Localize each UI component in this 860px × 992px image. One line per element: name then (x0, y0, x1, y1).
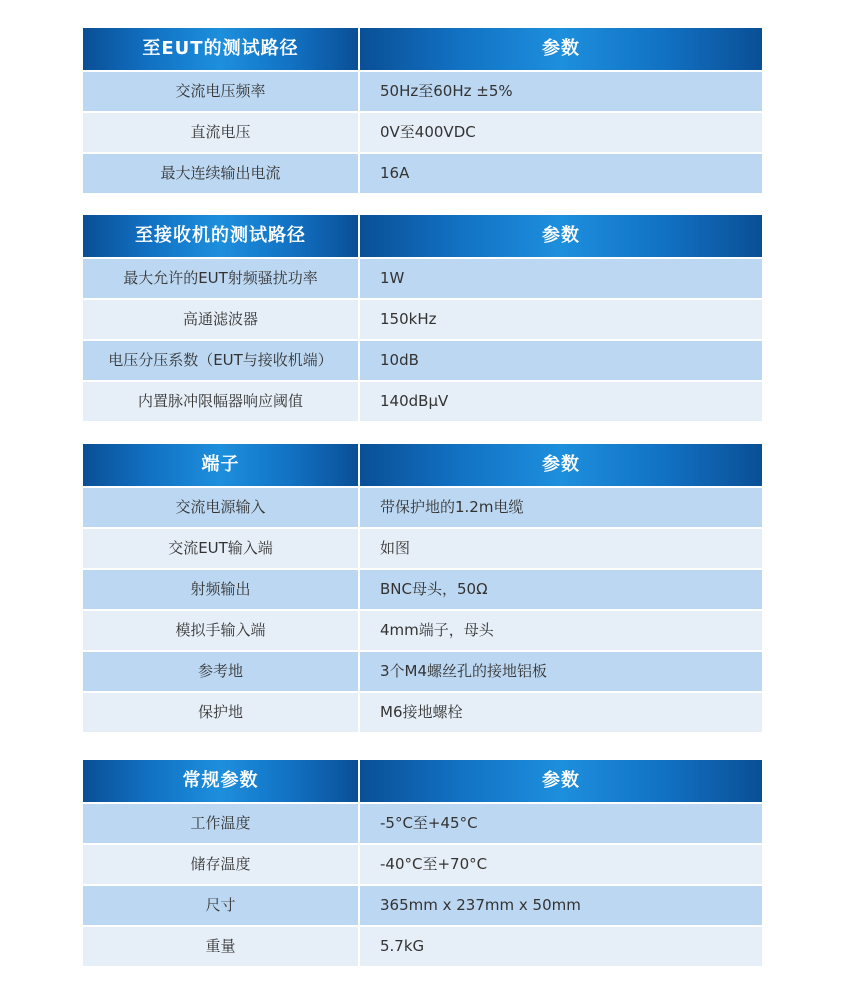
row-value: 5.7kG (360, 927, 762, 966)
row-value: M6接地螺栓 (360, 693, 762, 732)
row-value: 如图 (360, 529, 762, 568)
row-value: 50Hz至60Hz ±5% (360, 72, 762, 111)
table-row (83, 529, 762, 568)
row-label: 交流EUT输入端 (83, 529, 358, 568)
table-row (83, 804, 762, 843)
row-value: 3个M4螺丝孔的接地铝板 (360, 652, 762, 691)
header-cell: 至接收机的测试路径 (83, 215, 358, 257)
table-row (83, 652, 762, 691)
row-label: 模拟手输入端 (83, 611, 358, 650)
row-label: 内置脉冲限幅器响应阈值 (83, 382, 358, 421)
header-cell: 端子 (83, 444, 358, 486)
row-label: 最大允许的EUT射频骚扰功率 (83, 259, 358, 298)
header-cell: 常规参数 (83, 760, 358, 802)
header-cell: 参数 (360, 760, 762, 802)
row-value: 0V至400VDC (360, 113, 762, 152)
table-header (83, 444, 762, 486)
header-cell: 至EUT的测试路径 (83, 28, 358, 70)
table-row (83, 72, 762, 111)
table-row (83, 154, 762, 193)
table-header (83, 215, 762, 257)
spec-table-eut-path (83, 28, 762, 193)
table-row (83, 259, 762, 298)
row-label: 尺寸 (83, 886, 358, 925)
row-label: 交流电源输入 (83, 488, 358, 527)
row-label: 交流电压频率 (83, 72, 358, 111)
row-value: -40°C至+70°C (360, 845, 762, 884)
header-cell: 参数 (360, 215, 762, 257)
row-value: -5°C至+45°C (360, 804, 762, 843)
table-row (83, 693, 762, 732)
header-cell: 参数 (360, 28, 762, 70)
table-row (83, 488, 762, 527)
table-row (83, 927, 762, 966)
row-label: 保护地 (83, 693, 358, 732)
row-value: 140dBμV (360, 382, 762, 421)
row-value: BNC母头，50Ω (360, 570, 762, 609)
row-label: 射频输出 (83, 570, 358, 609)
header-cell: 参数 (360, 444, 762, 486)
table-row (83, 886, 762, 925)
row-label: 参考地 (83, 652, 358, 691)
table-row (83, 570, 762, 609)
row-value: 1W (360, 259, 762, 298)
table-header (83, 28, 762, 70)
row-value: 16A (360, 154, 762, 193)
row-label: 高通滤波器 (83, 300, 358, 339)
spec-table-terminals (83, 444, 762, 732)
row-value: 150kHz (360, 300, 762, 339)
row-label: 储存温度 (83, 845, 358, 884)
table-row (83, 845, 762, 884)
row-label: 最大连续输出电流 (83, 154, 358, 193)
table-row (83, 382, 762, 421)
table-row (83, 113, 762, 152)
spec-table-general (83, 760, 762, 966)
row-label: 工作温度 (83, 804, 358, 843)
row-value: 10dB (360, 341, 762, 380)
table-header (83, 760, 762, 802)
row-label: 直流电压 (83, 113, 358, 152)
table-row (83, 300, 762, 339)
row-label: 重量 (83, 927, 358, 966)
row-value: 带保护地的1.2m电缆 (360, 488, 762, 527)
table-row (83, 341, 762, 380)
row-label: 电压分压系数（EUT与接收机端） (83, 341, 358, 380)
spec-table-receiver-path (83, 215, 762, 421)
row-value: 365mm x 237mm x 50mm (360, 886, 762, 925)
table-row (83, 611, 762, 650)
row-value: 4mm端子，母头 (360, 611, 762, 650)
